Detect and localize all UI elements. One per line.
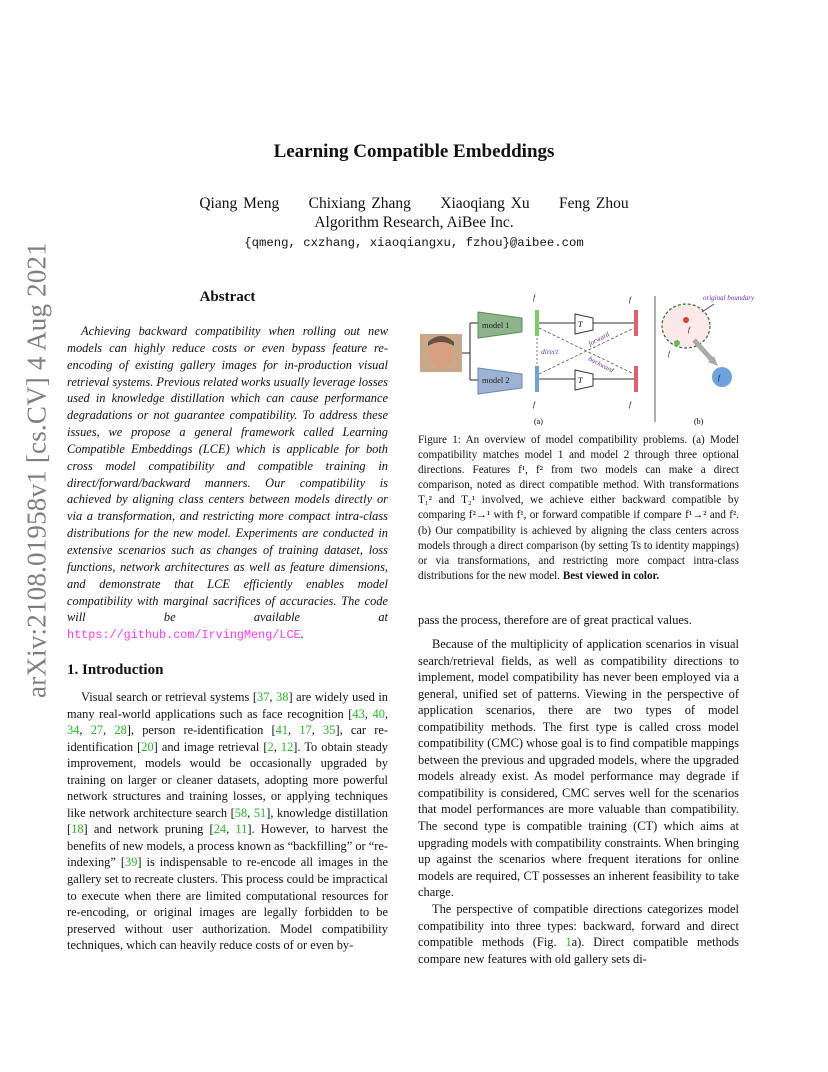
text-run: Visual search or retrieval systems [ xyxy=(81,690,257,704)
right-paragraph-3 xyxy=(418,901,739,967)
citation-link[interactable]: 28 xyxy=(114,723,127,738)
f2-point-label: f xyxy=(718,374,720,382)
subfigure-a-label: (a) xyxy=(534,417,543,426)
citation-link[interactable]: 20 xyxy=(141,739,154,754)
text-run: , xyxy=(103,723,115,738)
text-run: ], knowledge distillation [ xyxy=(67,805,388,837)
text-run: , xyxy=(226,822,236,837)
author-list: Qiang Meng Chixiang Zhang Xiaoqiang Xu Feng Zhou xyxy=(199,195,629,212)
text-run: , xyxy=(288,723,300,738)
abstract-text: Achieving backward compatibility when rolling out new models can highly reduce costs or even bypass feature re-encoding of existing gallery images for in-production visual retrieval systems. Previous related works usually leverage losses used in knowledge distillation which can cause performance degradations or not guarantee compatibility. To address these issues, we propose a general framework called Learning Compatible Embeddings (LCE) which is applicable for both cross model compatibility and compatible training in direct/forward/backward manners. Our compatibility is achieved by aligning class centers between models directly or via a transformation, and restricting more compact intra-class distributions for the new model. Experiments are conducted in extensive scenarios such as changes of training dataset, loss functions, network architectures as well as feature dimensions, and demonstrate that LCE efficiently enables model compatibility with marginal sacrifices of accuracies. The code will be available at xyxy=(67,324,388,625)
input-arrows xyxy=(462,323,478,380)
original-boundary-circle xyxy=(662,304,710,348)
abstract-body xyxy=(67,323,388,644)
citation-link[interactable]: 37 xyxy=(257,690,270,704)
figure-caption xyxy=(418,433,739,584)
forward-label: forward xyxy=(587,330,611,348)
caption-text: Figure 1: An overview of model compatibility problems. (a) Model compatibility matches model 1 and model 2 through three optional directions. Features f¹, f² from two models can make a direct comparison, noted as direct compatible method. With transformations T₁² and T₂¹ involved, we achieve either backward compatible by comparing f²→¹ with f¹, or forward compatible if compare f¹→² and f². (b) Our compatibility is achieved by aligning the class centers across models through a direct comparison (by setting Ts to identity mappings) or via transformations, and restricting more compact intra-class distributions for the new model. xyxy=(418,434,739,582)
citation-link[interactable]: 1 xyxy=(565,935,572,950)
text-run: The perspective of compatible directions categorizes model compatibility into three types: backward, forward and direct compatible methods (Fig. xyxy=(418,902,739,950)
text-run: , xyxy=(273,739,281,754)
citation-link[interactable]: 38 xyxy=(276,690,289,704)
citation-link[interactable]: 40 xyxy=(372,706,385,721)
f21-center-dot xyxy=(683,317,689,323)
t21-label: T xyxy=(578,376,583,385)
text-run: ]. However, to harvest the benefits of new models, a process known as “backfilling” or “re-indexing” [ xyxy=(67,822,389,870)
text-run: , xyxy=(247,805,254,820)
text-run: , xyxy=(384,706,388,721)
text-run: ], car re-identification [ xyxy=(67,723,388,754)
citation-link[interactable]: 35 xyxy=(323,723,336,738)
citation-link[interactable]: 12 xyxy=(280,739,294,754)
citation-link[interactable]: 43 xyxy=(352,706,365,721)
paper-title: Learning Compatible Embeddings xyxy=(273,141,555,162)
text-run: ], person re-identification [ xyxy=(126,723,276,738)
right-paragraph-2: Because of the multiplicity of application scenarios in visual search/retrieval fields, as well as compatibility directions to implement, model compatibility has never been employed via a general, unified set of patterns. Viewing in the perspective of application scenarios, there are two types of model compatibility methods. The first type is called cross model compatibility (CMC) whose goal is to find compatible mappings between the previous and upgraded models, where the upgraded models already exist. As model performance may degrade if compatibility is considered, CMC serves well for the scenarios that model performances are more valuable than compatibility. The second type is compatible training (CT) which aims at upgrading models with compatibility constraints. When bringing up against the scenarios where frequent iterations for online models are required, CT possesses an inherent feasibility to take charge. xyxy=(418,637,739,900)
shift-arrow xyxy=(694,340,712,360)
citation-link[interactable]: 34 xyxy=(67,723,80,738)
f1-top-label: f xyxy=(533,293,536,302)
right-paragraph-1: pass the process, therefore are of great practical values. xyxy=(418,613,692,627)
f2-bar xyxy=(535,366,539,392)
text-run: a). Direct compatible methods compare new features with old gallery sets di- xyxy=(418,935,739,966)
text-run: ] and network pruning [ xyxy=(83,822,214,837)
f21-bar xyxy=(634,366,638,392)
text-run: , xyxy=(79,723,91,738)
author-emails: {qmeng, cxzhang, xiaoqiangxu, fzhou}@aibee.com xyxy=(244,236,584,250)
citation-link[interactable]: 51 xyxy=(253,805,267,820)
model2-label: model 2 xyxy=(482,375,510,385)
citation-link[interactable]: 27 xyxy=(90,723,104,738)
text-run: ] are widely used in many real-world applications such as face recognition [ xyxy=(67,690,388,721)
f21-bottom-label: f xyxy=(629,400,632,409)
text-run: , xyxy=(269,690,277,704)
arxiv-watermark: arXiv:2108.01958v1 [cs.CV] 4 Aug 2021 xyxy=(21,242,52,698)
abstract-link-suffix: . xyxy=(300,627,304,642)
affiliation: Algorithm Research, AiBee Inc. xyxy=(314,214,514,231)
citation-link[interactable]: 58 xyxy=(234,805,248,820)
original-boundary-label: original boundary xyxy=(703,294,755,302)
text-run: , xyxy=(311,723,324,738)
intro-heading: 1. Introduction xyxy=(67,662,164,678)
citation-link[interactable]: 39 xyxy=(125,855,138,870)
direct-label: direct xyxy=(541,347,559,356)
f21-point-label: f xyxy=(688,326,690,334)
citation-link[interactable]: 17 xyxy=(299,723,312,738)
backward-label: backward xyxy=(587,354,615,375)
f2-cluster-dot xyxy=(712,367,732,387)
citation-link[interactable]: 2 xyxy=(267,739,274,754)
citation-link[interactable]: 24 xyxy=(213,822,227,837)
figure-1 xyxy=(418,290,755,432)
intro-paragraph xyxy=(67,689,388,954)
f12-top-label: f xyxy=(629,295,632,304)
code-link[interactable]: https://github.com/IrvingMeng/LCE xyxy=(67,628,301,643)
t12-label: T xyxy=(578,320,583,329)
subfigure-b-label: (b) xyxy=(694,417,704,426)
f1-point-label: f xyxy=(668,350,670,358)
text-run: ]. To obtain steady improvement, models would be occasionally upgraded by training on larger or cleaner datasets, adopting more powerful network structures and training losses, or applying techniques like network architecture search [ xyxy=(67,739,388,820)
text-run: ] is indispensable to re-encode all images in the gallery set to recreate clusters. This process could be impractical to execute when there are limited computational resources for re-encoding, or original images are legally forbidden to be preserved without user authorization. Model compatibility techniques, which can heavily reduce costs of or even by- xyxy=(67,855,388,953)
f1-center-dot xyxy=(674,340,680,346)
text-run: ] and image retrieval [ xyxy=(153,739,268,754)
f12-bar xyxy=(634,310,638,336)
citation-link[interactable]: 11 xyxy=(235,822,248,837)
citation-link[interactable]: 18 xyxy=(71,822,84,837)
f1-bar xyxy=(535,310,539,336)
text-run: , xyxy=(364,706,373,721)
boundary-pointer xyxy=(702,304,714,312)
abstract-heading: Abstract xyxy=(199,289,256,305)
citation-link[interactable]: 41 xyxy=(275,723,289,738)
f2-bottom-label: f xyxy=(533,400,536,409)
model1-label: model 1 xyxy=(482,320,510,330)
caption-bold: Best viewed in color. xyxy=(562,569,660,582)
